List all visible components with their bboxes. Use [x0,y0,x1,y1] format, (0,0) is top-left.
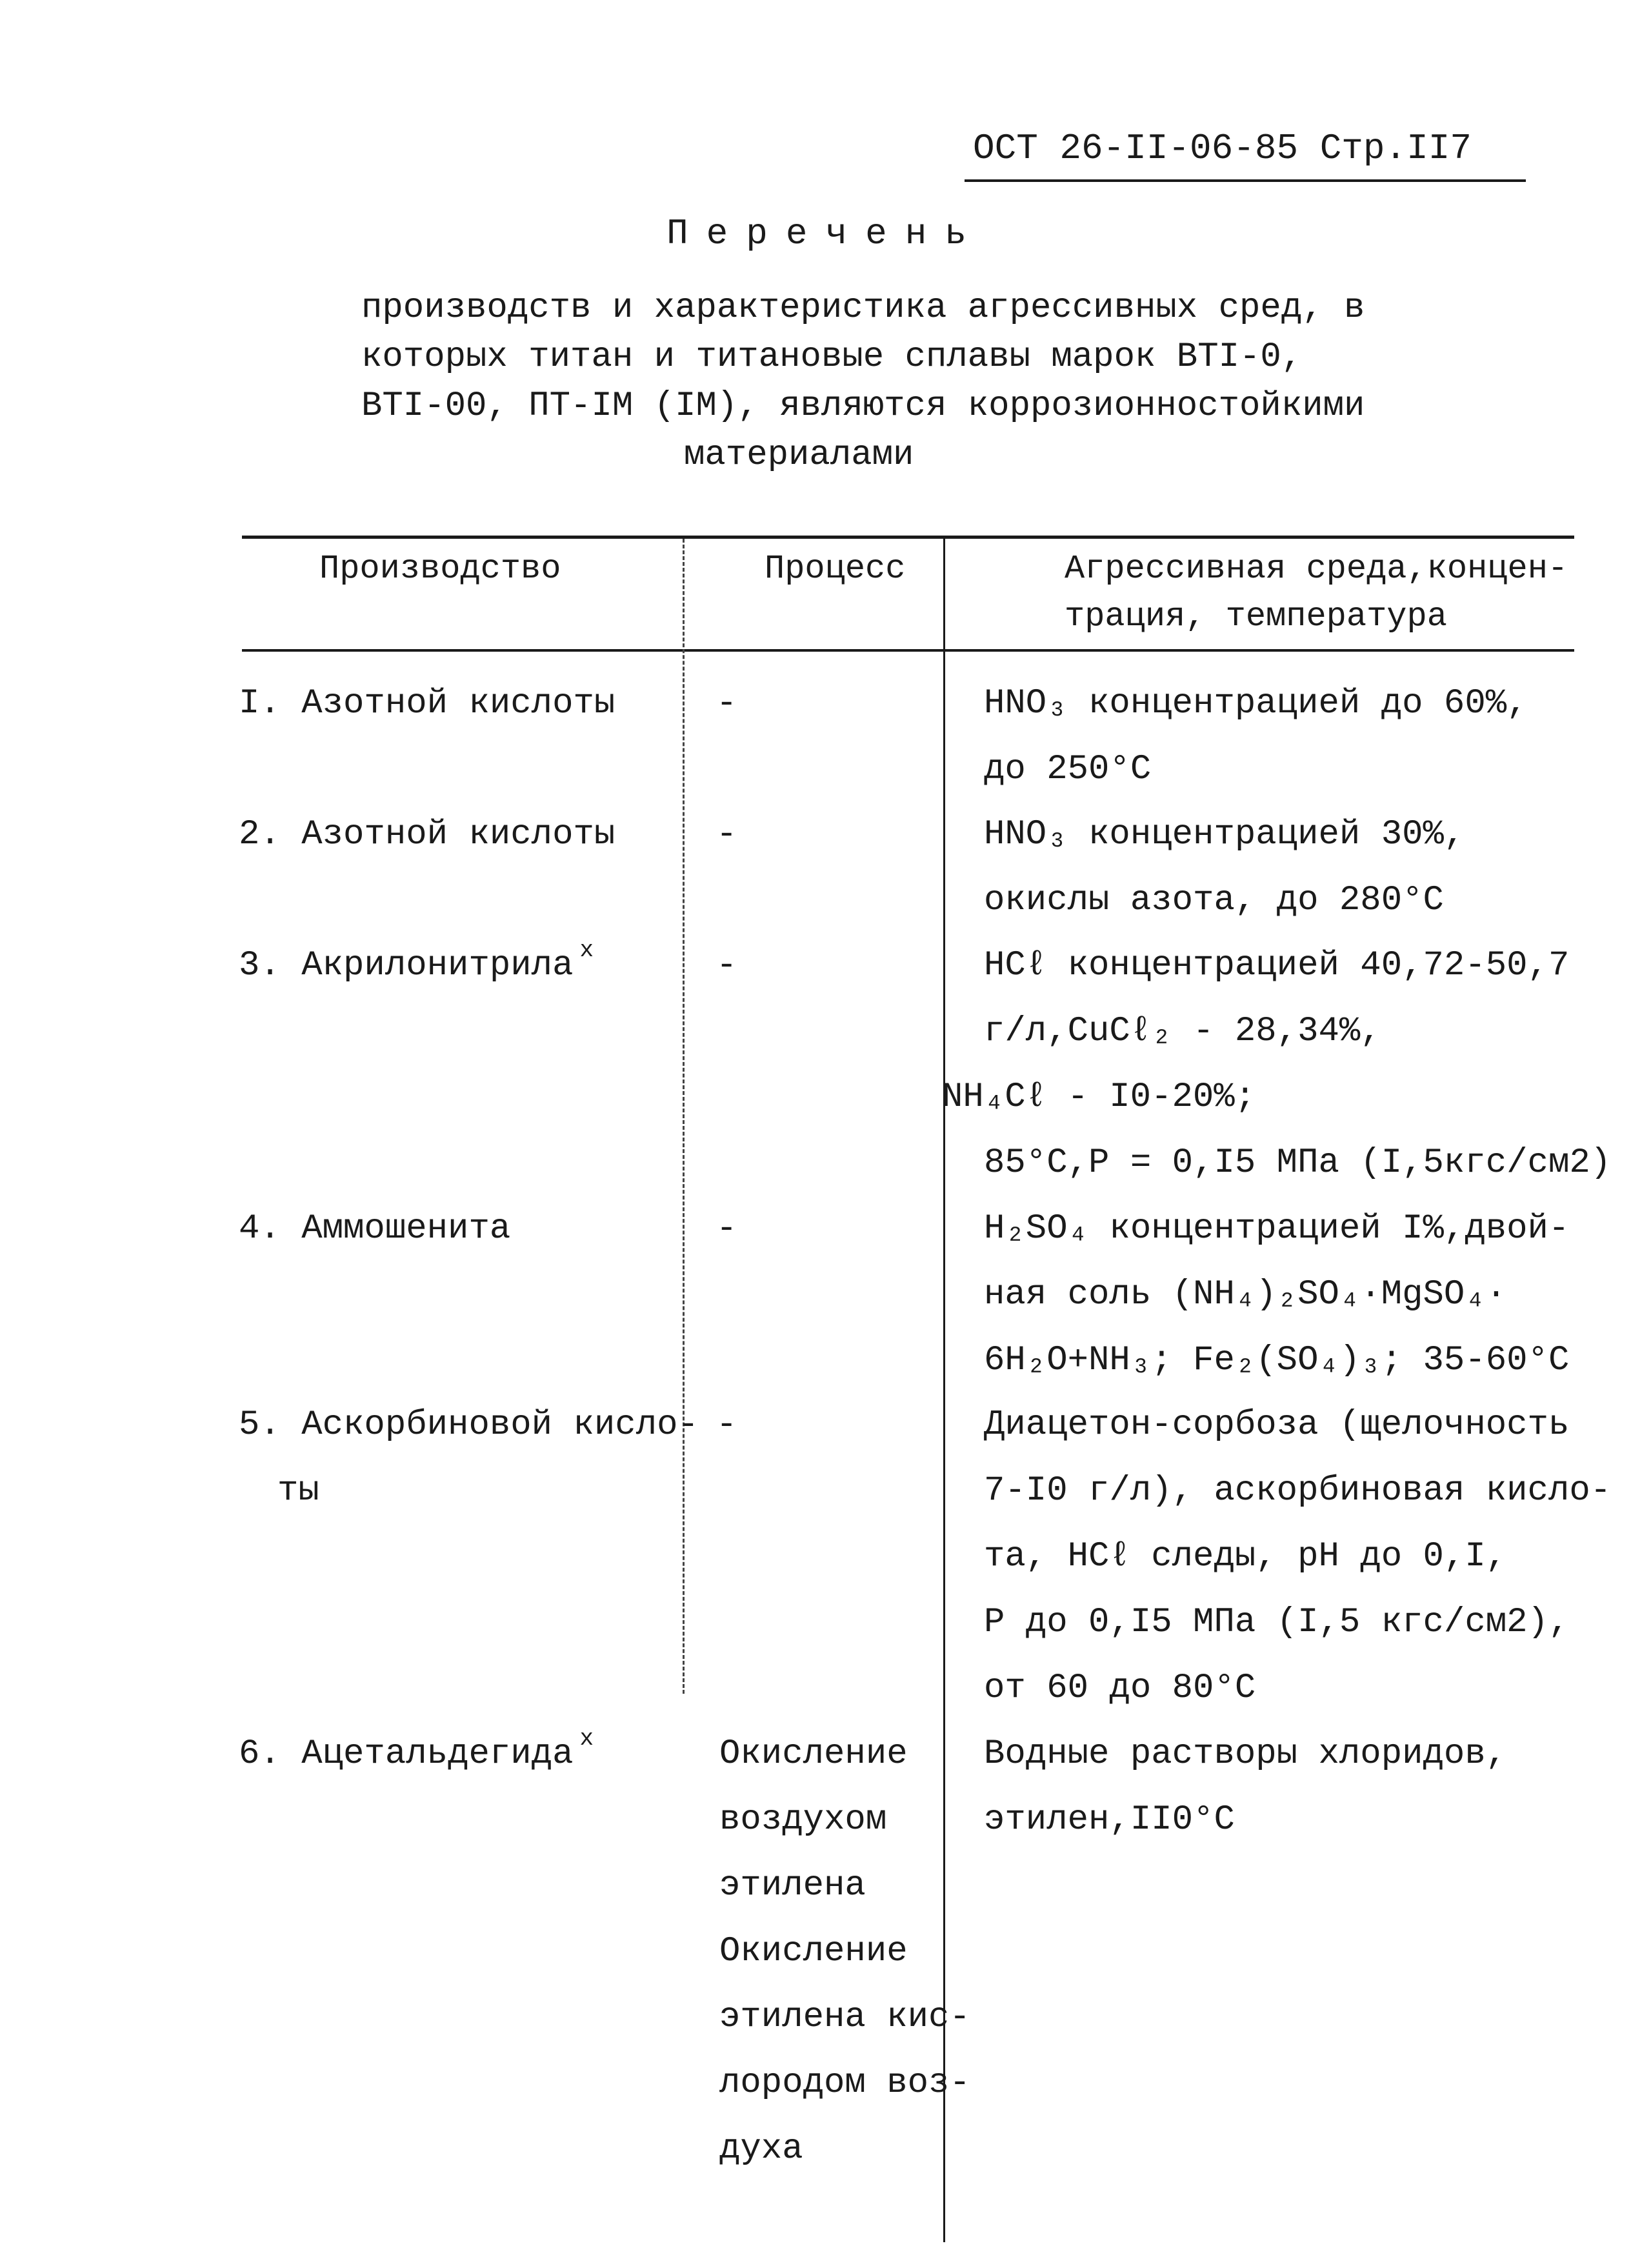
process-cell: Окисление [719,1734,908,1774]
medium-cell: г/л,CuCℓ₂ - 28,34%, [984,1012,1381,1051]
medium-cell: 6H₂O+NH₃; Fe₂(SO₄)₃; 35-60°С [984,1341,1570,1380]
header-process: Процесс [765,550,906,588]
footnote-mark: x [579,937,594,963]
header-medium [1065,545,1568,641]
document-code-underline [965,179,1526,182]
medium-cell: окислы азота, до 280°С [984,881,1444,920]
subtitle-line: материалами [684,436,914,475]
production-cell: 5. Аскорбиновой кисло- [239,1405,699,1445]
subtitle-line: которых титан и титановые сплавы марок ВТI-0, [361,337,1303,377]
process-cell: Окисление [719,1932,908,1971]
medium-cell: Водные растворы хлоридов, [984,1734,1507,1774]
process-cell: лородом воз- [719,2063,970,2103]
production-cell: 2. Азотной кислоты [239,815,615,854]
medium-cell: 85°С,Р = 0,I5 МПа (I,5кгс/см2) [984,1143,1612,1183]
medium-cell: Р до 0,I5 МПа (I,5 кгс/см2), [984,1603,1570,1642]
process-cell: - [716,1405,737,1445]
production-cell: 3. Акрилонитрила $^x$ [239,937,594,985]
process-cell: духа [719,2129,803,2169]
process-cell: этилена [719,1866,866,1905]
medium-cell: от 60 до 80°С [984,1669,1256,1708]
medium-cell: HCℓ концентрацией 40,72-50,7 [984,946,1570,985]
production-cell: ты [277,1471,319,1510]
process-cell: - [716,815,737,854]
medium-cell: H₂SO₄ концентрацией I%,двой- [984,1209,1570,1249]
header-medium-line: Агрессивная среда,концен- [1065,550,1568,588]
header-medium-line: трация, температура [1065,597,1447,636]
process-cell: этилена кис- [719,1998,970,2037]
medium-cell: Диацетон-сорбоза (щелочность [984,1405,1570,1445]
process-cell: - [716,684,737,723]
medium-cell: HNO₃ концентрацией до 60%, [984,684,1528,723]
production-cell: 6. Ацетальдегида $^x$ [239,1725,594,1774]
medium-cell: 7-I0 г/л), аскорбиновая кисло- [984,1471,1612,1510]
medium-cell: та, HCℓ следы, pH до 0,I, [984,1537,1507,1576]
table-top-rule [242,536,1574,539]
header-production: Производство [319,550,561,588]
table-header-rule [242,649,1574,652]
medium-cell: до 250°С [984,750,1152,789]
subtitle-line: ВТI-00, ПТ-IМ (IМ), являются коррозионностойкими [361,386,1365,426]
medium-cell: ная соль (NH₄)₂SO₄·MgSO₄· [984,1275,1507,1314]
production-cell: 4. Аммошенита [239,1209,511,1249]
list-heading: Перечень [666,213,985,254]
footnote-mark: x [579,1725,594,1752]
medium-cell: HNO₃ концентрацией 30%, [984,815,1465,854]
process-cell: - [716,1209,737,1249]
process-cell: воздухом [719,1800,887,1840]
document-code: ОСТ 26-II-06-85 Стр.II7 [973,128,1472,169]
list-subtitle [361,284,1458,480]
medium-cell: этилен,II0°С [984,1800,1235,1840]
column-divider-1 [683,539,685,1694]
process-cell: - [716,946,737,985]
medium-cell: NH₄Cℓ - I0-20%; [942,1078,1256,1117]
production-cell: I. Азотной кислоты [239,684,615,723]
subtitle-line: производств и характеристика агрессивных сред, в [361,288,1365,328]
